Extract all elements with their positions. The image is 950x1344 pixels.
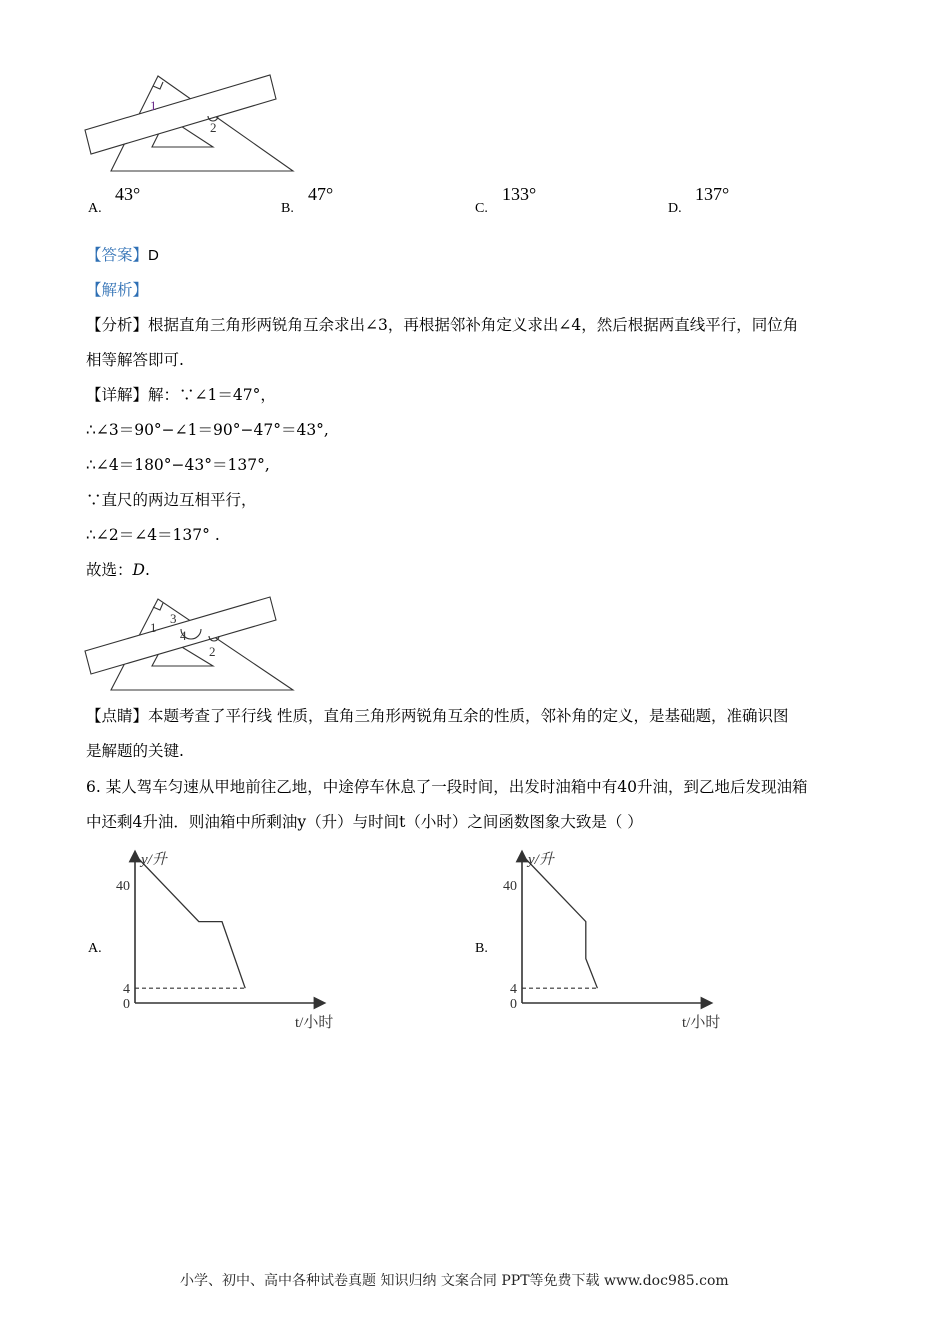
- graph-b-tick-4: 4: [510, 982, 517, 997]
- analysis-line-1: [86, 314, 798, 336]
- option-b-value: 47°: [308, 184, 334, 204]
- q6-line-1: [86, 776, 807, 798]
- page-footer: 小学、初中、高中各种试卷真题 知识归纳 文案合同 PPT等免费下载 www.doc985.com: [180, 1273, 729, 1289]
- detail-line-6: [86, 559, 150, 581]
- angle-2-label-2: 2: [209, 644, 216, 659]
- analysis-tag: 【分析】: [86, 316, 149, 334]
- q6-line-2: 中还剩4升油．则油箱中所剩油y（升）与时间t（小时）之间函数图象大致是（ ）: [86, 813, 643, 831]
- graph-a-plot: [135, 855, 245, 988]
- comment-line-1: [86, 705, 788, 727]
- angle-4-label: 4: [180, 628, 187, 643]
- analysis-text-1: 根据直角三角形两锐角互余求出∠3，再根据邻补角定义求出∠4，然后根据两直线平行，同位角: [148, 316, 799, 334]
- graph-a-origin: 0: [123, 997, 130, 1012]
- q6-number: 6.: [86, 778, 101, 796]
- detail-tag: 【详解】: [86, 386, 149, 404]
- detail-line-4: ∵直尺的两边互相平行，: [86, 491, 257, 509]
- angle-2-label: 2: [210, 120, 217, 135]
- answer-line: [86, 244, 159, 267]
- answer-tag: 【答案】: [86, 246, 149, 264]
- detail-choose-suffix: .: [144, 561, 150, 579]
- option-a-letter: A.: [88, 201, 102, 216]
- option-c-value: 133°: [502, 184, 537, 204]
- answer-value: D: [148, 247, 159, 264]
- detail-choose-prefix: 故选：: [86, 561, 133, 579]
- option-b-letter: B.: [281, 201, 294, 216]
- graph-b-x-label: t/小时: [682, 1015, 721, 1031]
- detail-line-2: ∴∠3＝90°−∠1＝90°−47°＝43°,: [86, 421, 329, 439]
- detail-line-3: ∴∠4＝180°−43°＝137°,: [86, 456, 270, 474]
- graph-a-series-line: [135, 855, 245, 988]
- graph-a-letter: A.: [88, 941, 102, 956]
- graph-b-origin: 0: [510, 997, 517, 1012]
- detail-line-5: ∴∠2＝∠4＝137° .: [86, 526, 220, 544]
- q6-text-1: 某人驾车匀速从甲地前往乙地，中途停车休息了一段时间，出发时油箱中有40升油，到乙地后发现油箱: [105, 778, 808, 796]
- comment-tag: 【点睛】: [86, 707, 149, 725]
- option-c-letter: C.: [475, 201, 488, 216]
- graph-a-y-label: y/升: [141, 852, 167, 868]
- graph-b-series-line: [522, 855, 597, 988]
- jiexi-tag: 【解析】: [86, 281, 149, 299]
- angle-3-label: 3: [170, 611, 177, 626]
- ruler-triangle-figure: [80, 70, 300, 180]
- option-d-letter: D.: [668, 201, 682, 216]
- detail-choose-choice: D: [132, 561, 145, 579]
- graph-a: [115, 848, 355, 1033]
- option-a-value: 43°: [115, 184, 141, 204]
- graph-b-y-label: y/升: [528, 852, 554, 868]
- jiexi-line: [86, 279, 148, 301]
- analysis-line-2: 相等解答即可.: [86, 351, 184, 369]
- angle-1-label-2: 1: [150, 620, 157, 635]
- annotated-ruler-triangle-figure: [80, 593, 305, 693]
- graph-a-tick-4: 4: [123, 982, 130, 997]
- graph-b: [502, 848, 742, 1033]
- graph-b-letter: B.: [475, 941, 488, 956]
- comment-line-2: 是解题的关键.: [86, 742, 184, 760]
- detail-line-1: [86, 384, 276, 406]
- graph-a-x-label: t/小时: [295, 1015, 334, 1031]
- angle-1-label: 1: [150, 98, 157, 113]
- ruler: [85, 75, 276, 154]
- comment-text-1: 本题考查了平行线 性质，直角三角形两锐角互余的性质，邻补角的定义，是基础题，准确识图: [148, 707, 789, 725]
- graph-a-tick-40: 40: [116, 879, 130, 894]
- graph-b-tick-40: 40: [503, 879, 517, 894]
- option-d-value: 137°: [695, 184, 730, 204]
- graph-b-plot: [522, 855, 597, 988]
- detail-text-1: 解：∵∠1＝47°，: [148, 386, 276, 404]
